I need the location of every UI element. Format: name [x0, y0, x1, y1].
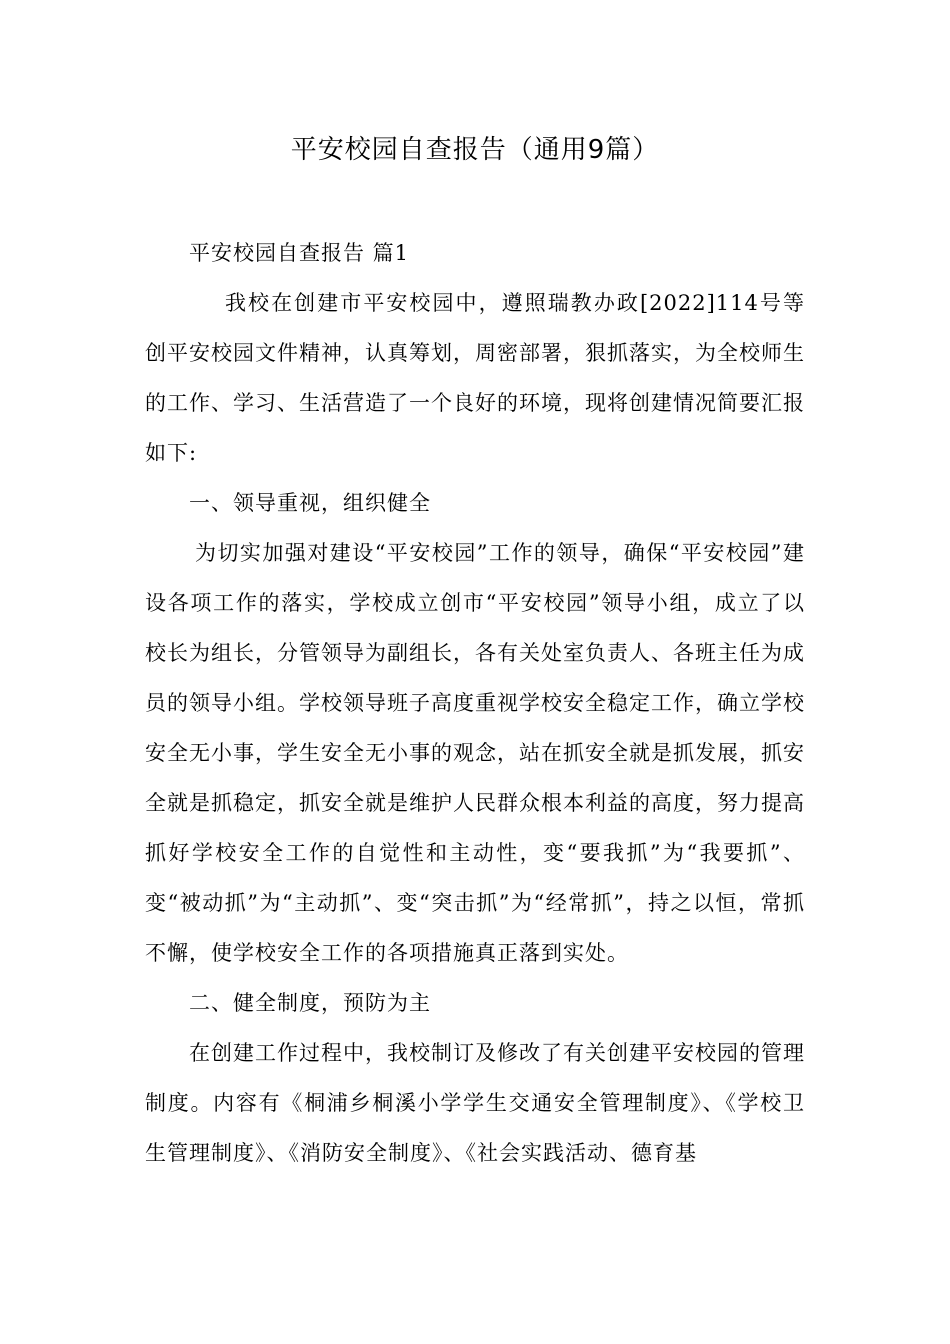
subheading-leadership: 一、领导重视，组织健全	[189, 491, 431, 515]
subheading-system: 二、健全制度，预防为主	[189, 991, 431, 1015]
intro-paragraph: 我校在创建市平安校园中，遵照瑞教办政[2022]114号等创平安校园文件精神，认真筹划，周密部署，狠抓落实，为全校师生的工作、学习、生活营造了一个良好的环境，现将创建情况简要汇报如下:	[145, 291, 805, 465]
document-title: 平安校园自查报告（通用9篇）	[290, 135, 660, 165]
leadership-paragraph: 为切实加强对建设“平安校园”工作的领导，确保“平安校园”建设各项工作的落实，学校成立创市“平安校园”领导小组，成立了以校长为组长，分管领导为副组长，各有关处室负责人、各班主任为成员的领导小组。学校领导班子高度重视学校安全稳定工作，确立学校安全无小事，学生安全无小事的观念，站在抓安全就是抓发展，抓安全就是抓稳定，抓安全就是维护人民群众根本利益的高度，努力提高抓好学校安全工作的自觉性和主动性，变“要我抓”为“我要抓”、变“被动抓”为“主动抓”、变“突击抓”为“经常抓”，持之以恒，常抓不懈，使学校安全工作的各项措施真正落到实处。	[145, 541, 805, 965]
document-body	[145, 228, 805, 1178]
section-heading-part-1: 平安校园自查报告 篇1	[189, 241, 410, 265]
system-paragraph: 在创建工作过程中，我校制订及修改了有关创建平安校园的管理制度。内容有《桐浦乡桐溪小学学生交通安全管理制度》、《学校卫生管理制度》、《消防安全制度》、《社会实践活动、德育基	[145, 1041, 805, 1165]
